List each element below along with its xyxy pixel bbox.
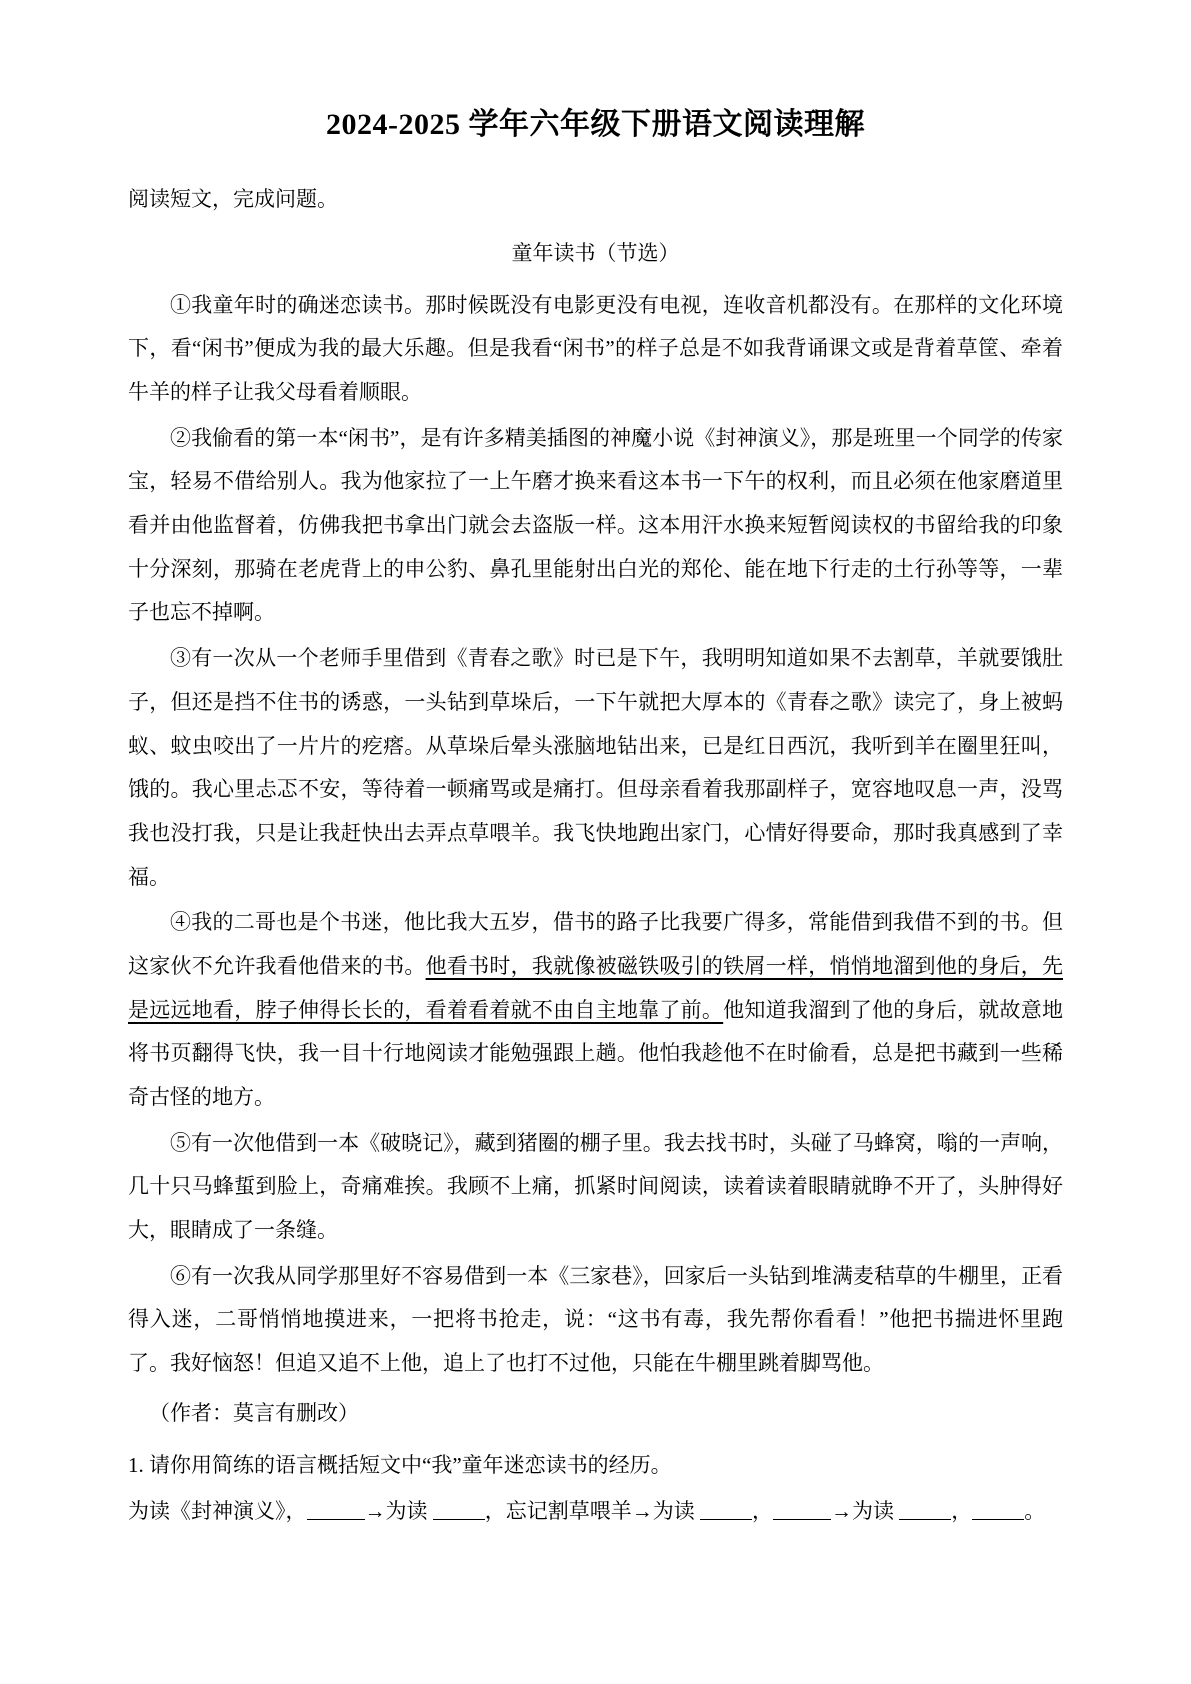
answer-blank-3[interactable] <box>700 1498 752 1520</box>
passage-paragraph-2: ②我偷看的第一本“闲书”，是有许多精美插图的神魔小说《封神演义》，那是班里一个同学的传家宝，轻易不借给别人。我为他家拉了一上午磨才换来看这本书一下午的权利，而且必须在他家磨道里看并由他监督着，仿佛我把书拿出门就会去盗版一样。这本用汗水换来短暂阅读权的书留给我的印象十分深刻，那骑在老虎背上的申公豹、鼻孔里能射出白光的郑伦、能在地下行走的土行孙等等，一辈子也忘不掉啊。 <box>128 425 1063 625</box>
answer-blank-1[interactable] <box>307 1498 365 1520</box>
answer-seg-3: ，忘记割草喂羊→为读 <box>484 1498 695 1523</box>
passage-title: 童年读书（节选） <box>511 240 680 265</box>
question-1 <box>128 1444 1063 1486</box>
answer-seg-2: →为读 <box>364 1498 428 1523</box>
question-1-text: 请你用简练的语言概括短文中“我”童年迷恋读书的经历。 <box>149 1452 672 1477</box>
page-title: 2024-2025 学年六年级下册语文阅读理解 <box>326 108 865 141</box>
answer-seg-4: ， <box>752 1498 773 1523</box>
question-1-number: 1. <box>128 1452 144 1477</box>
passage-paragraph-3: ③有一次从一个老师手里借到《青春之歌》时已是下午，我明明知道如果不去割草，羊就要饿肚子，但还是挡不住书的诱惑，一头钻到草垛后，一下午就把大厚本的《青春之歌》读完了，身上被蚂蚁、蚊虫咬出了一片片的疙瘩。从草垛后晕头涨脑地钻出来，已是红日西沉，我听到羊在圈里狂叫，饿的。我心里忐忑不安，等待着一顿痛骂或是痛打。但母亲看着我那副样子，宽容地叹息一声，没骂我也没打我，只是让我赶快出去弄点草喂羊。我飞快地跑出家门，心情好得要命，那时我真感到了幸福。 <box>128 646 1063 889</box>
answer-seg-6: ， <box>951 1498 973 1523</box>
answer-blank-2[interactable] <box>433 1498 485 1520</box>
answer-seg-7: 。 <box>1024 1498 1046 1523</box>
paragraph-4-after: 他知道我溜到了他的身后，就故意地将书页翻得飞快，我一目十行地阅读才能勉强跟上趟。他怕我趁他不在时偷看，总是把书藏到一些稀奇古怪的地方。 <box>128 997 1064 1109</box>
instruction-text: 阅读短文，完成问题。 <box>128 187 338 211</box>
passage-paragraph-5: ⑤有一次他借到一本《破晓记》，藏到猪圈的棚子里。我去找书时，头碰了马蜂窝，嗡的一声响，几十只马蜂蜇到脸上，奇痛难挨。我顾不上痛，抓紧时间阅读，读着读着眼睛就睁不开了，头肿得好大，眼睛成了一条缝。 <box>128 1130 1063 1242</box>
passage-paragraph-4 <box>128 901 1063 1119</box>
paragraph-4-before: ④我的二哥也是个书迷，他比我大五岁，借书的路子比我要广得多，常能借到我借不到的书。但这家伙不允许我看他借来的书。 <box>128 910 1063 978</box>
author-note: （作者：莫言有删改） <box>149 1400 359 1425</box>
passage-paragraph-6: ⑥有一次我从同学那里好不容易借到一本《三家巷》，回家后一头钻到堆满麦秸草的牛棚里，正看得入迷，二哥悄悄地摸进来，一把将书抢走，说：“这书有毒，我先帮你看看！”他把书揣进怀里跑了。我好恼怒！但追又追不上他，追上了也打不过他，只能在牛棚里跳着脚骂他。 <box>128 1263 1063 1375</box>
answer-seg-5: →为读 <box>831 1498 894 1523</box>
passage-paragraph-1: ①我童年时的确迷恋读书。那时候既没有电影更没有电视，连收音机都没有。在那样的文化环境下，看“闲书”便成为我的最大乐趣。但是我看“闲书”的样子总是不如我背诵课文或是背着草筐、牵着牛羊的样子让我父母看着顺眼。 <box>128 292 1063 405</box>
answer-blank-4[interactable] <box>773 1498 831 1520</box>
question-1-answer-line <box>128 1490 1063 1532</box>
paragraph-4-underlined: 他看书时，我就像被磁铁吸引的铁屑一样，悄悄地溜到他的身后，先是远远地看，脖子伸得长长的，看着看着就不由自主地靠了前。 <box>128 953 1064 1022</box>
answer-blank-6[interactable] <box>972 1498 1024 1520</box>
answer-blank-5[interactable] <box>899 1498 951 1520</box>
answer-seg-1: 为读《封神演义》， <box>128 1498 307 1523</box>
